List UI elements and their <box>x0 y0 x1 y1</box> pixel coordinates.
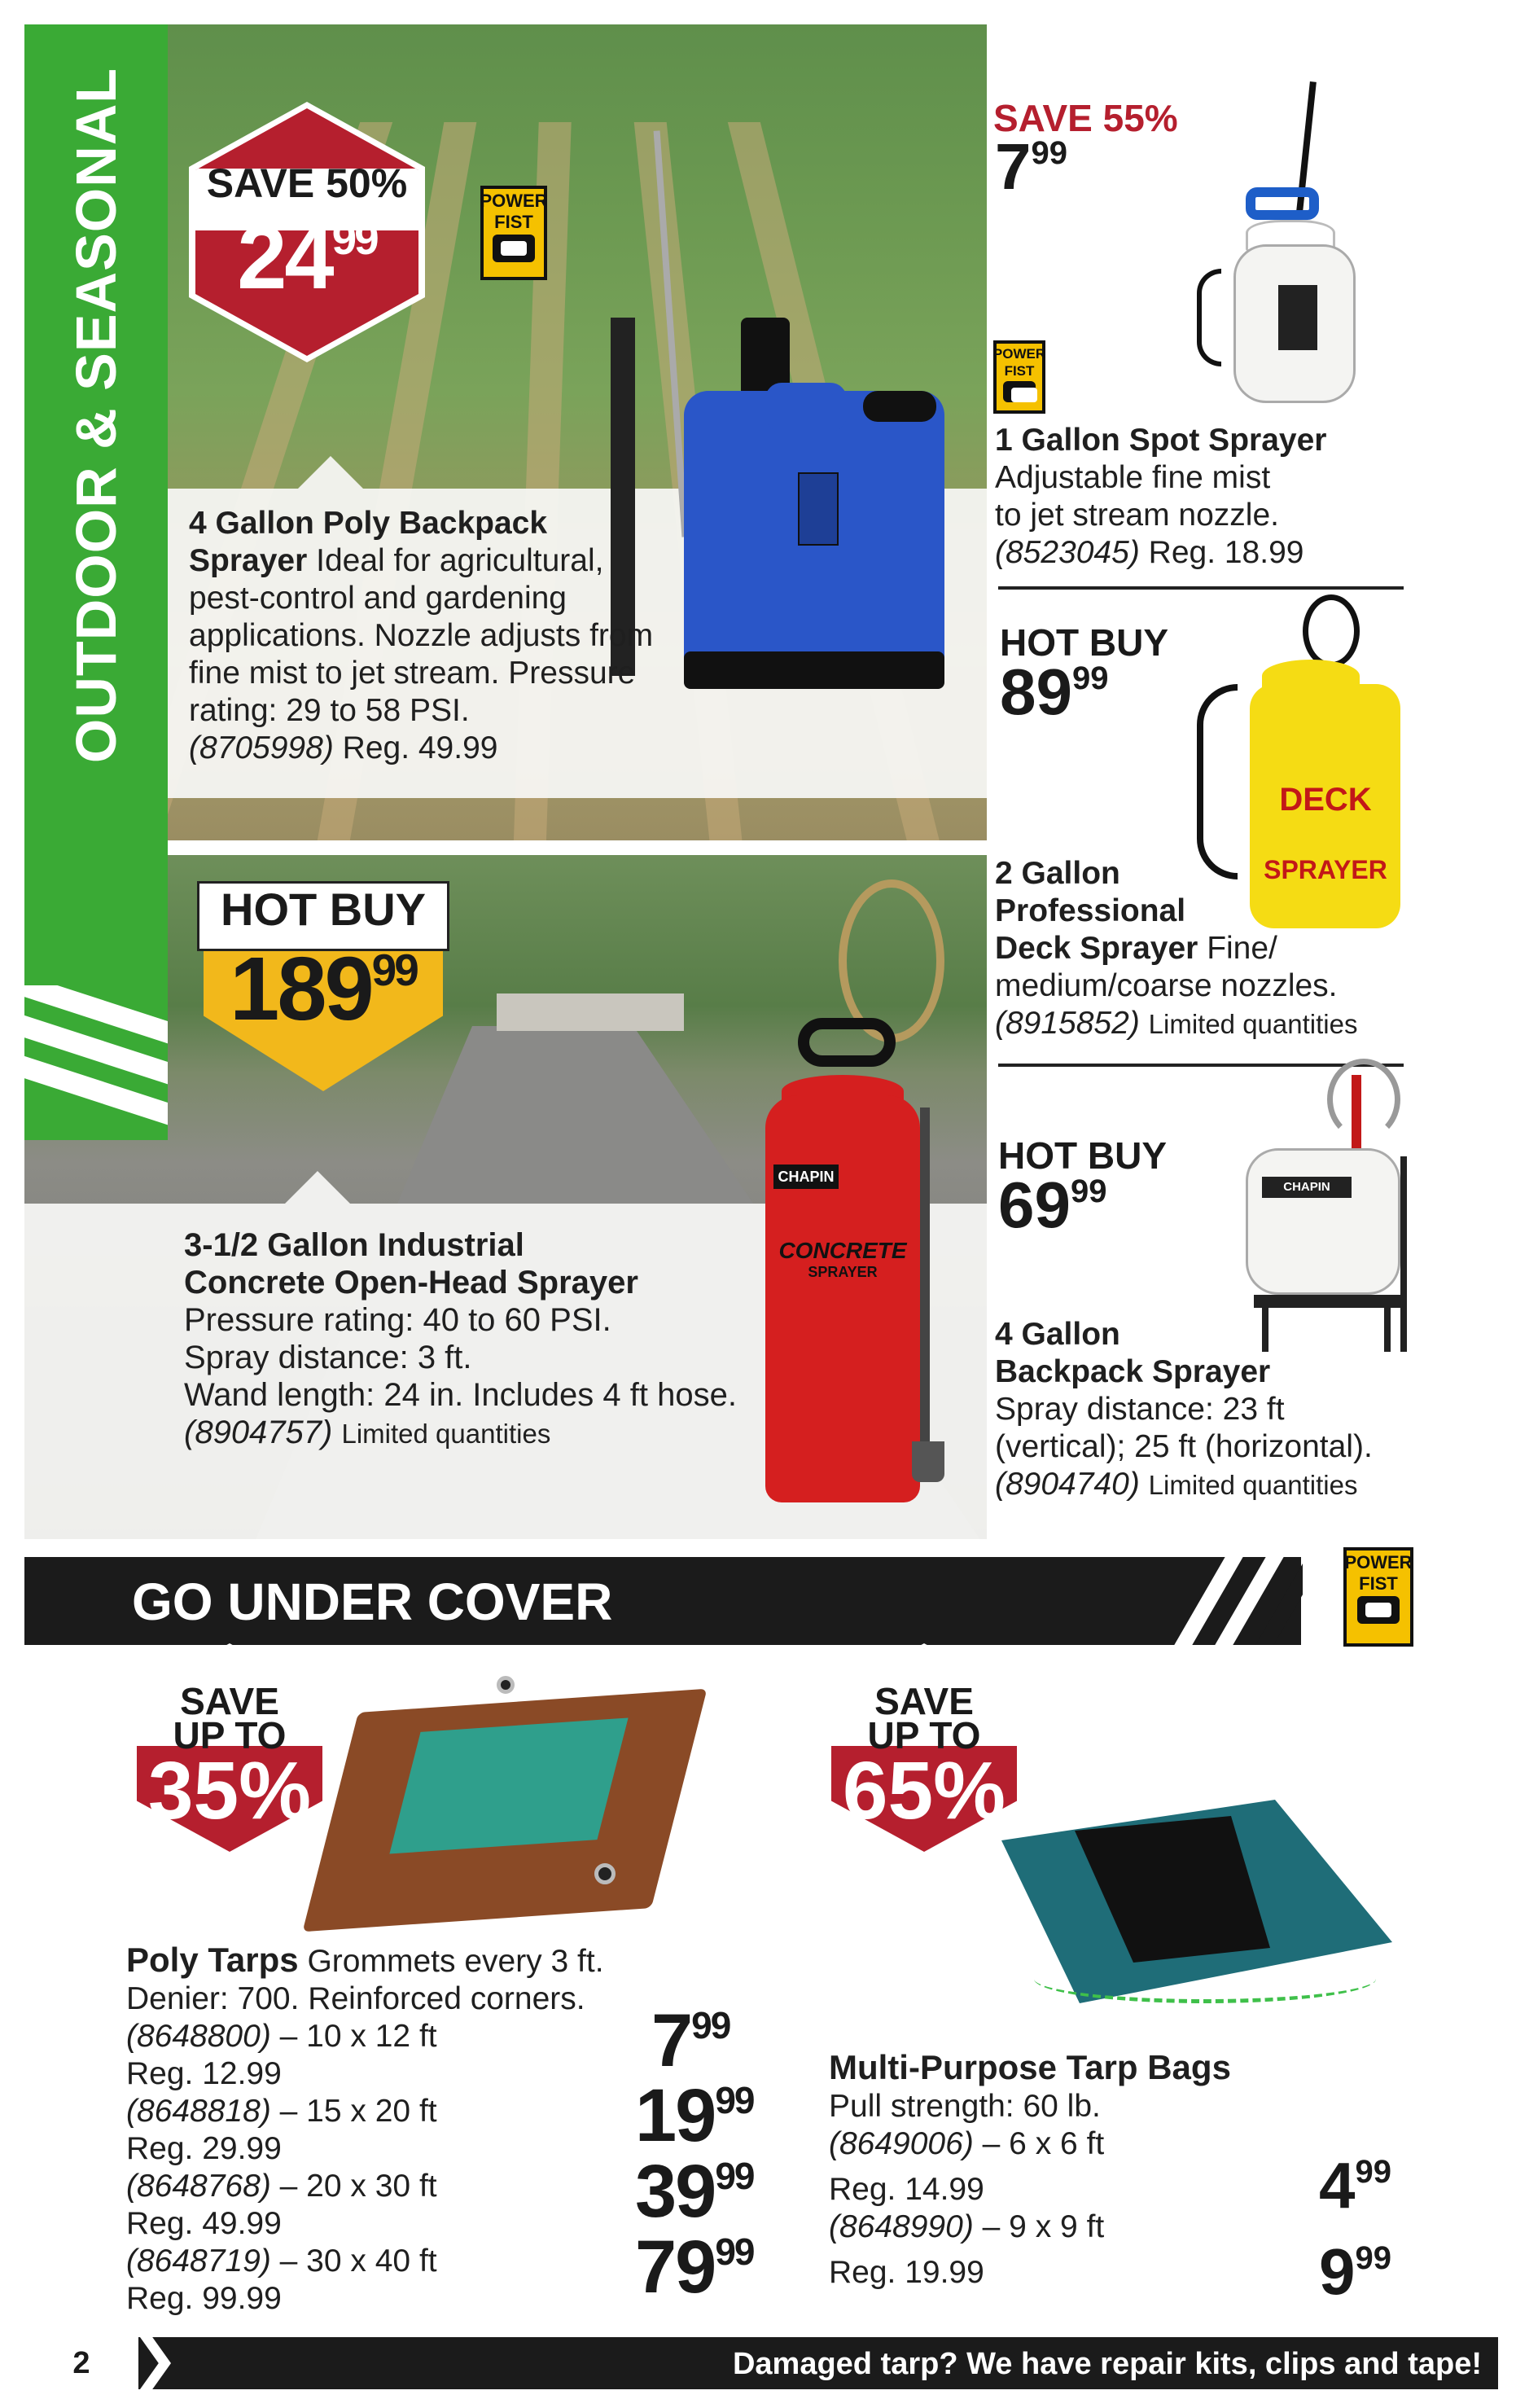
concrete-sprayer-image: CHAPIN CONCRETE SPRAYER <box>749 879 961 1507</box>
limited-quantities: Limited quantities <box>1148 1470 1358 1500</box>
sale-price: 799 <box>995 130 1067 203</box>
deck-sprayer-image: DECK SPRAYER <box>1213 594 1409 920</box>
save-percent: 65% <box>842 1745 1006 1836</box>
backpack-sprayer-image: CHAPIN <box>1229 1059 1417 1360</box>
product-sku: (8648818) <box>126 2094 271 2129</box>
regular-price: Reg. 29.99 <box>126 2131 282 2166</box>
flyer-page: OUTDOOR & SEASONAL SAVE 50% 2499 POWER FIST 4 Gallon Poly Backpack Sprayer Ideal for agricultural, pest-control and gardening applications. Nozzle adjusts from fine mist to jet stream. Pressure rating: 29 to 58 PSI. (8705998) Reg. 49.99 SAVE 55% 799 POWER FIST 1 Gallon Spot Sprayer Adjustable fine mist to jet stream nozzle. (8523045) Reg. 18.99 HOT BUY 8999 DECK SPRAYER 2 Gallon Professional Deck Sprayer Fine/ medium/coarse nozzles. (8915852) Limited quantities HOT BUY 18999 CHAPIN CONCRETE SPRAYER 3-1/2 Gallon Industrial Concrete Open-Head Sprayer Pressure rating: 40 to 60 PSI. Spray distance: 3 ft. Wand length: 24 in. Includes 4 ft hose. (8904757) Limited quantities HOT BUY 6999 CHAPIN 4 Gallon Backpack Sprayer Spray distance: 23 ft (vertical); 25 ft (horizontal). (8904740) Limited quantities GO UNDER COVER POWER FIST SAVE UP TO 35% Poly Tarps Grommets every 3 ft. Denier: 700. Reinforced corners. (8648800) – 10 x 12 ft Reg. 12.99 (8648818) – 15 x 20 ft Reg. 29.99 (8648768) – 20 x 30 ft Reg. 49.99 (8648719) – 30 x 40 ft Reg. 99.99 799 1999 3999 7999 SAVE UP TO 65% Multi-Purpose Tarp Bags Pull strength: 60 lb. (8649006) – 6 x 6 ft Reg. 14.99 (8648990) – 9 x 9 ft Reg. 19.99 499 999 2 Damaged tarp? We have repair kits, clips and tape! <box>0 0 1516 2408</box>
power-fist-logo: POWER FIST <box>1343 1547 1413 1647</box>
product-name: Multi-Purpose Tarp Bags <box>829 2048 1231 2086</box>
regular-price: Reg. 49.99 <box>342 730 498 765</box>
product-name: 1 Gallon Spot Sprayer <box>995 423 1327 458</box>
sale-price: 8999 <box>1000 656 1109 728</box>
product-sku: (8648990) <box>829 2209 974 2244</box>
product-sku: (8648768) <box>126 2169 271 2204</box>
footer-tagline: Damaged tarp? We have repair kits, clips and tape! <box>732 2347 1482 2381</box>
regular-price: Reg. 14.99 <box>829 2172 984 2207</box>
product-name: Poly Tarps <box>126 1941 299 1979</box>
section-title: GO UNDER COVER <box>132 1572 613 1631</box>
regular-price: Reg. 18.99 <box>1148 535 1304 570</box>
product-sku: (8705998) <box>189 730 334 765</box>
product-name: 2 Gallon <box>995 856 1120 891</box>
product-sku: (8523045) <box>995 535 1140 570</box>
poly-backpack-description: 4 Gallon Poly Backpack Sprayer Ideal for agricultural, pest-control and gardening applications. Nozzle adjusts from fine mist to jet stream. Pressure rating: 29 to 58 PSI. <box>189 506 654 728</box>
save-percent-label: SAVE 50% <box>206 160 408 206</box>
decorative-stripes <box>1164 1557 1303 1645</box>
tarp-bag-image <box>977 1767 1417 2044</box>
section-title: OUTDOOR & SEASONAL <box>64 67 129 764</box>
sale-price: 18999 <box>230 939 417 1039</box>
product-sku: (8649006) <box>829 2126 974 2161</box>
product-sku: (8648800) <box>126 2019 271 2054</box>
save-percent: 35% <box>147 1745 312 1836</box>
product-sku: (8648719) <box>126 2244 271 2279</box>
limited-quantities: Limited quantities <box>341 1419 551 1449</box>
sale-price: 799 <box>651 1999 730 2082</box>
hot-buy-label: HOT BUY <box>1000 621 1168 664</box>
product-name: 3-1/2 Gallon Industrial <box>184 1227 524 1263</box>
fist-icon <box>1003 381 1036 402</box>
fist-icon <box>1357 1596 1400 1624</box>
product-name: 4 Gallon <box>995 1317 1120 1352</box>
regular-price: Reg. 99.99 <box>126 2281 282 2316</box>
sale-price: 6999 <box>998 1169 1107 1241</box>
sale-price: 7999 <box>635 2226 754 2309</box>
hot-buy-label: HOT BUY <box>998 1134 1167 1177</box>
poly-tarp-image <box>318 1668 700 1936</box>
sale-price: 1999 <box>635 2074 754 2157</box>
sale-price: 499 <box>1319 2149 1391 2222</box>
sale-price: 2499 <box>237 208 377 308</box>
spot-sprayer-image <box>1197 81 1392 407</box>
sale-price: 3999 <box>635 2150 754 2233</box>
page-number: 2 <box>24 2337 138 2389</box>
limited-quantities: Limited quantities <box>1148 1009 1358 1039</box>
hot-buy-label: HOT BUY <box>221 884 426 935</box>
power-fist-logo: POWER FIST <box>480 186 547 280</box>
product-sku: (8904740) <box>995 1467 1140 1502</box>
power-fist-logo: POWER FIST <box>993 340 1045 414</box>
fist-icon <box>493 235 535 262</box>
regular-price: Reg. 19.99 <box>829 2255 984 2290</box>
regular-price: Reg. 49.99 <box>126 2206 282 2241</box>
product-sku: (8915852) <box>995 1006 1140 1041</box>
sale-price: 999 <box>1319 2235 1391 2308</box>
regular-price: Reg. 12.99 <box>126 2056 282 2091</box>
product-sku: (8904757) <box>184 1415 333 1450</box>
poly-backpack-sprayer-image <box>635 130 977 700</box>
divider <box>998 586 1404 590</box>
save-label: SAVE 55% <box>993 97 1178 139</box>
